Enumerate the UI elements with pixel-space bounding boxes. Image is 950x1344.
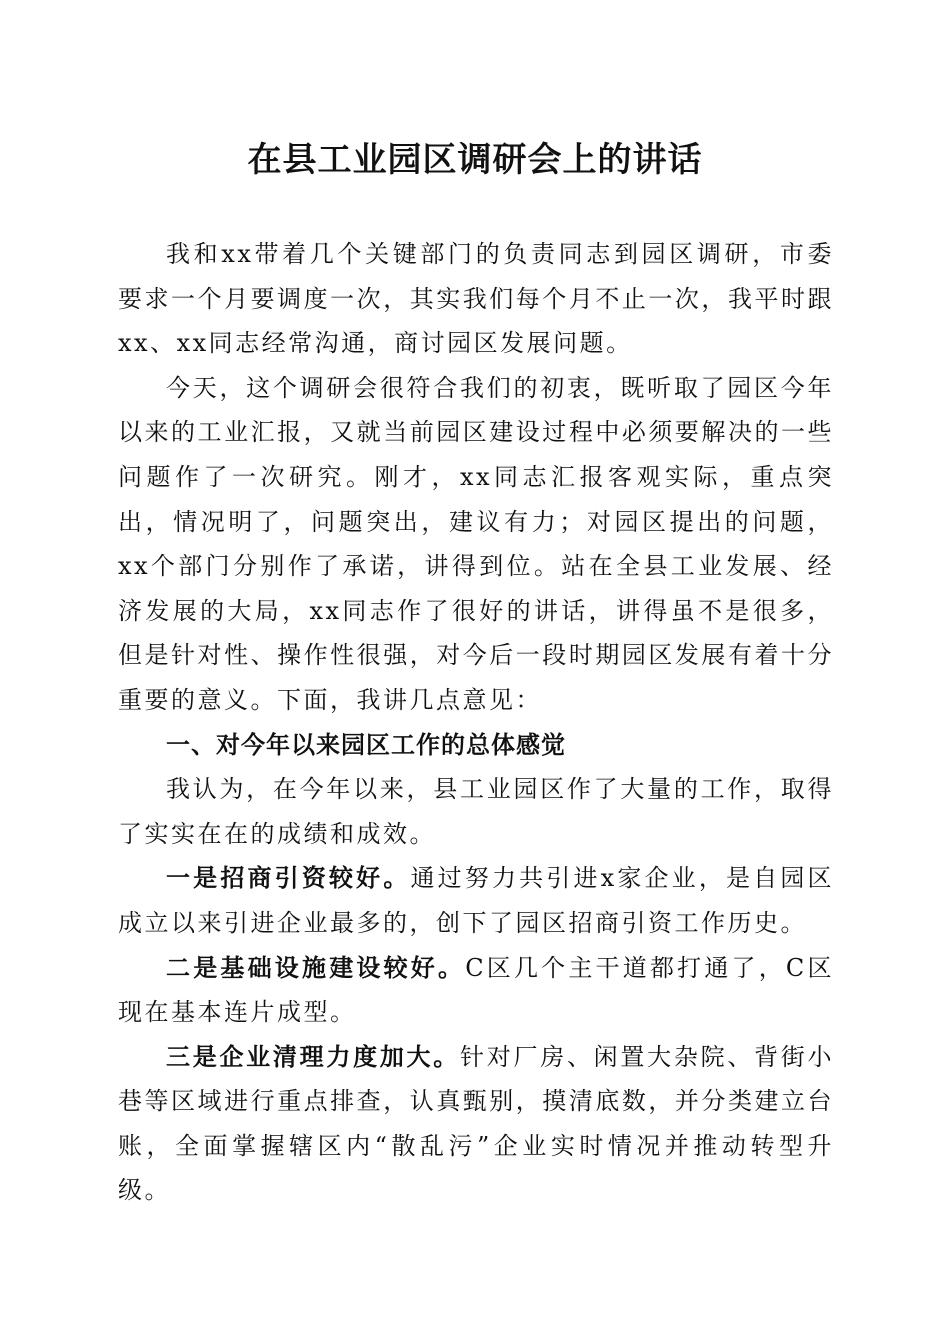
point-text-cleanup: 针对厂房、闲置大杂院、背街小巷等区域进行重点排查，认真甄别，摸清底数，并分类建立台账，全面掌握辖区内“散乱污”企业实时情况并推动转型升级。 <box>118 1042 835 1205</box>
paragraph-infrastructure <box>118 946 834 1035</box>
document-title: 在县工业园区调研会上的讲话 <box>247 140 703 180</box>
section-heading-1: 一、对今年以来园区工作的总体感觉 <box>166 730 566 759</box>
point-text-infrastructure: C区几个主干道都打通了，C区现在基本连片成型。 <box>118 953 834 1027</box>
paragraph-intro: 我和xx带着几个关键部门的负责同志到园区调研，市委要求一个月要调度一次，其实我们每个月不止一次，我平时跟xx、xx同志经常沟通，商讨园区发展问题。 <box>118 240 834 358</box>
point-lead-investment: 一是招商引资较好。 <box>166 863 411 893</box>
point-lead-cleanup: 三是企业清理力度加大。 <box>166 1041 461 1071</box>
paragraph-meeting-summary: 今天，这个调研会很符合我们的初衷，既听取了园区今年以来的工业汇报，又就当前园区建设过程中必须要解决的一些问题作了一次研究。刚才，xx同志汇报客观实际，重点突出，情况明了，问题突出，建议有力；对园区提出的问题，xx个部门分别作了承诺，讲得到位。站在全县工业发展、经济发展的大局，xx同志作了很好的讲话，讲得虽不是很多，但是针对性、操作性很强，对今后一段时期园区发展有着十分重要的意义。下面，我讲几点意见： <box>118 373 834 714</box>
paragraph-enterprise-cleanup <box>118 1035 834 1213</box>
point-lead-infrastructure: 二是基础设施建设较好。 <box>166 952 466 982</box>
paragraph-overall-impression: 我认为，在今年以来，县工业园区作了大量的工作，取得了实实在在的成绩和成效。 <box>118 775 834 848</box>
point-text-investment: 通过努力共引进x家企业，是自园区成立以来引进企业最多的，创下了园区招商引资工作历史。 <box>118 864 834 937</box>
document-body <box>118 232 834 1213</box>
paragraph-investment <box>118 856 834 945</box>
